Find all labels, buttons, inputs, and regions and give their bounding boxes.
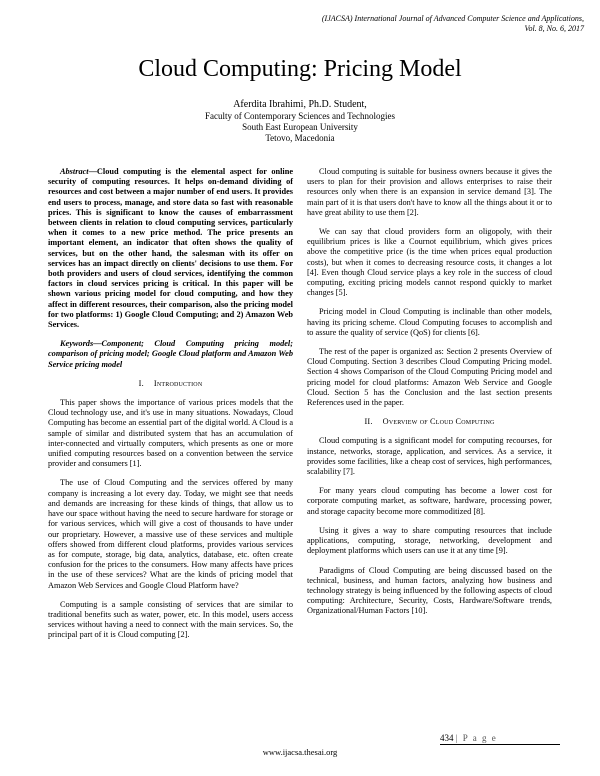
paragraph: Paradigms of Cloud Computing are being discussed based on the technical, business, and human factors, analyzing how business and technology strategy is being influenced by the following aspects of cloud computing: Architecture, Security, Costs, Hardware/Software trends, Organizational/Human Factors [10].: [307, 565, 552, 616]
left-column: [48, 167, 293, 650]
abstract: [48, 167, 293, 330]
paragraph: We can say that cloud providers form an oligopoly, with their equilibrium prices is like a Cournot equilibrium, which gives prices above the competitive price (is the time when prices equal production costs), but when it comes to decreasing resource costs, it changes a lot [4]. Even though Cloud service plays a key role in the success of cloud computing, exciting pricing models cannot respond quickly to market changes [5].: [307, 227, 552, 298]
author-city: Tetovo, Macedonia: [265, 133, 335, 143]
journal-header: [244, 14, 584, 34]
paper-title: Cloud Computing: Pricing Model: [138, 56, 462, 82]
paragraph: Cloud computing is a significant model for computing recourses, for instance, networks, storage, application, and services. As a service, it provides some facilities, like a cheap cost of services, high performances, scalability [7].: [307, 436, 552, 477]
footer-url: www.ijacsa.thesai.org: [262, 747, 338, 757]
paragraph: Pricing model in Cloud Computing is inclinable than other models, having its pricing scheme. Cloud Computing focuses to accomplish and to assure the quality of service (QoS) for clients [6].: [307, 307, 552, 337]
author-faculty: Faculty of Contemporary Sciences and Technologies: [205, 111, 395, 121]
section-title: Overview of Cloud Computing: [382, 417, 495, 427]
page-number-value: 434: [440, 733, 454, 743]
keywords: Keywords—Component; Cloud Computing pricing model; comparison of pricing model; Google Cloud platform and Amazon Web Service pricing model: [48, 339, 293, 369]
journal-name: (IJACSA) International Journal of Advanced Computer Science and Applications,: [321, 14, 584, 23]
section-number: II.: [364, 417, 373, 427]
section-number: I.: [138, 378, 144, 388]
page-number: [440, 733, 560, 745]
section-heading-introduction: [48, 379, 293, 389]
author-university: South East European University: [242, 122, 358, 132]
paragraph: The use of Cloud Computing and the services offered by many company is increasing a lot every day. Today, we might see that needs and demands are increasing for these kinds of things, that allow us to have our space without having the need to secure hardware for storage or for various services, which will give a cost of thousands to have under our proprietary. However, a massive use of these services and multiple offers showed from different cloud platforms, provides various services as for compute, storage, big data, analytics, database, etc. often create confusion for the prices to the consumers. How many affects have prices in the use of these services? What are the kinds of pricing model that Amazon Web Services and Google Cloud Platform have?: [48, 478, 293, 590]
paragraph: The rest of the paper is organized as: Section 2 presents Overview of Cloud Computing. Section 3 describes Cloud Computing Pricing model. Section 4 shows Comparison of the Cloud Computing Pricing model and pricing model for cloud platforms: Amazon Web Service and Google Cloud. Section 5 has the Conclusion and the last section presents References used in the paper.: [307, 347, 552, 408]
paragraph: This paper shows the importance of various prices models that the Cloud technology use, and it's use in many situations. Nowadays, Cloud Computing has become an essential part of the digital world. A Cloud is a sample of similar and distributed system that has an accumulation of inter-connected and virtually computers, which presents as one or more unified computing resources based on a convention between the service provider and consumers [1].: [48, 398, 293, 469]
author-name: Aferdita Ibrahimi, Ph.D. Student,: [233, 99, 367, 110]
page-label: | P a g e: [455, 733, 498, 743]
section-heading-overview: [307, 417, 552, 427]
right-column: [307, 167, 552, 626]
section-title: Introduction: [153, 378, 203, 388]
paragraph: Cloud computing is suitable for business owners because it gives the users to plan for their provision and allows enterprises to raise their resources only when there is an expansion in service demand [3]. The main part of it is that users don't have to know all the things about it or to have great ability to use them [2].: [307, 167, 552, 217]
abstract-text: —Cloud computing is the elemental aspect for online security of computing resources. It helps on-demand dividing of resources and cost between a major number of end users. It provides end users to process, manage, and store data so fast with reasonable prices. This is significant to know the causes of embarrassment between clients in relation to cloud computing services, particularly when it comes to a new price method. The price presents an important element, an indicator that often shows the quality of services, but on the other hand, the salesman with its offer on services has an impact directly on clients' decisions to use them. For both providers and users of cloud services, identifying the common factors in cloud services pricing is critical. In this paper will be shown various pricing model for cloud computing, and how they affect in different resources, their comparison, also the pricing model for two platforms: 1) Google Cloud Computing; and 2) Amazon Web Services.: [48, 167, 293, 330]
paragraph: Using it gives a way to share computing resources that include applications, computing, storage, networking, development and deployment platforms which users can use it at any time [9].: [307, 525, 552, 556]
paragraph: For many years cloud computing has become a lower cost for corporate computing market, as software, hardware, processing power, and storage capacity become more commoditized [8].: [307, 486, 552, 516]
author-block: [0, 99, 600, 144]
journal-volume: Vol. 8, No. 6, 2017: [524, 24, 584, 33]
paragraph: Computing is a sample consisting of services that are similar to traditional benefits such as water, power, etc. In this model, users access services without having a need to connect with the main services. So, the principal part of it is Cloud computing [2].: [48, 599, 293, 640]
abstract-label: Abstract: [60, 167, 89, 176]
